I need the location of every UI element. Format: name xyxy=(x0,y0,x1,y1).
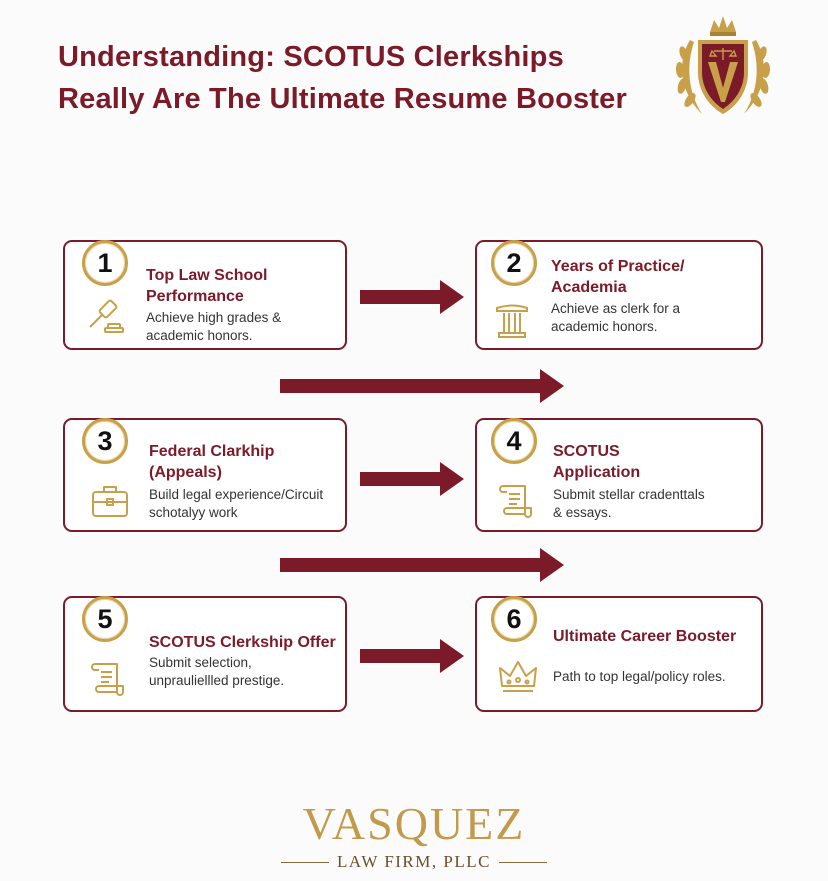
page-title xyxy=(58,36,678,120)
step-card-1 xyxy=(63,240,347,350)
title-line-2: Really Are The Ultimate Resume Booster xyxy=(58,83,627,115)
step-number-badge: 4 xyxy=(491,418,537,464)
step-card-3 xyxy=(63,418,347,532)
arrow-row-1-to-row-2 xyxy=(278,366,568,406)
step-description: Achieve high grades & academic honors. xyxy=(146,310,282,343)
scroll-icon xyxy=(495,480,537,522)
step-title: Ultimate Career Booster xyxy=(553,628,737,645)
brand-divider-right xyxy=(499,862,547,863)
step-number-badge: 6 xyxy=(491,596,537,642)
step-title: Top Law School Performance xyxy=(146,267,268,305)
arrow-row-2-to-row-3 xyxy=(278,545,568,585)
step-card-5 xyxy=(63,596,347,712)
arrow-5-to-6 xyxy=(358,636,468,676)
step-title: Years of Practice/ Academia xyxy=(551,258,685,296)
brand-sub-row xyxy=(0,852,828,872)
step-card-6 xyxy=(475,596,763,712)
arrow-1-to-2 xyxy=(358,277,468,317)
brand-subtitle: LAW FIRM, PLLC xyxy=(337,852,491,871)
briefcase-icon xyxy=(89,480,131,522)
step-description: Path to top legal/policy roles. xyxy=(553,669,726,684)
arrow-3-to-4 xyxy=(358,459,468,499)
document-icon xyxy=(87,658,129,700)
step-description: Submit selection, unprauliellled prestige. xyxy=(149,655,285,688)
column-icon xyxy=(491,300,533,342)
step-number-badge: 3 xyxy=(82,418,128,464)
step-description: Submit stellar cradenttals & essays. xyxy=(553,487,705,520)
step-title: SCOTUS Clerkship Offer xyxy=(149,634,336,651)
step-card-4 xyxy=(475,418,763,532)
brand-divider-left xyxy=(281,862,329,863)
step-description: Achieve as clerk for a academic honors. xyxy=(551,301,681,334)
step-description: Build legal experience/Circuit schotalyy work xyxy=(149,487,324,520)
crown-icon xyxy=(497,656,539,698)
brand-logo xyxy=(0,798,828,872)
step-title: Federal Clarkhip (Appeals) xyxy=(149,443,275,481)
step-card-2 xyxy=(475,240,763,350)
crest-logo-icon xyxy=(668,10,778,130)
step-title: SCOTUS Application xyxy=(553,443,641,481)
step-number-badge: 2 xyxy=(491,240,537,286)
title-line-1: Understanding: SCOTUS Clerkships xyxy=(58,41,564,73)
step-number-badge: 1 xyxy=(82,240,128,286)
brand-name: VASQUEZ xyxy=(302,798,526,849)
step-number-badge: 5 xyxy=(82,596,128,642)
gavel-icon xyxy=(85,297,127,339)
